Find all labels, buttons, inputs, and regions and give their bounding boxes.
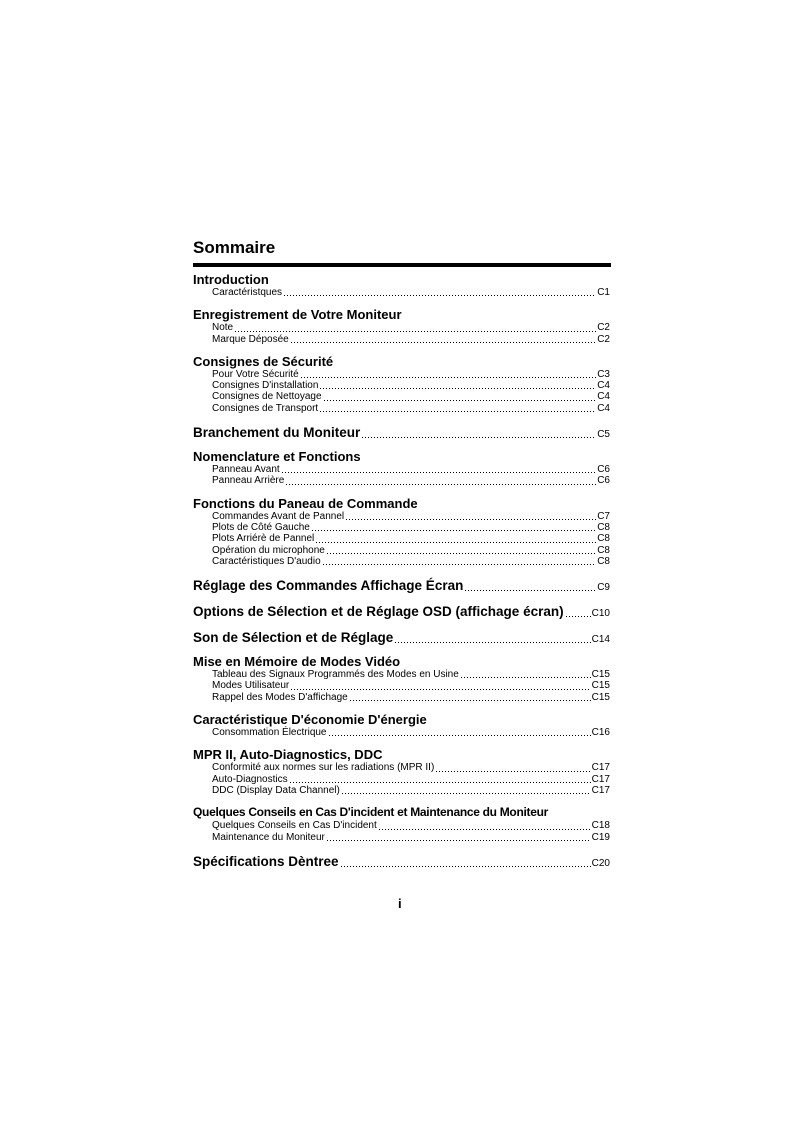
dot-leader (315, 542, 596, 543)
toc-entry[interactable] (193, 820, 610, 831)
section-heading (193, 654, 610, 669)
dot-leader (460, 677, 591, 678)
section-heading-label: Consignes de Sécurité (193, 353, 334, 369)
dot-leader (290, 342, 596, 343)
entry-label: Panneau Avant (212, 464, 280, 476)
page-ref: C17 (591, 773, 610, 785)
toc-entry[interactable] (193, 475, 610, 486)
toc-section (193, 604, 610, 619)
dot-leader (435, 771, 590, 772)
toc-entry[interactable] (193, 322, 610, 333)
toc-entry[interactable] (193, 403, 610, 414)
toc-section (193, 354, 610, 414)
entry-label: Consommation Électrique (212, 727, 327, 739)
page-ref: C17 (591, 784, 610, 796)
section-heading-label: Enregistrement de Votre Moniteur (193, 307, 402, 323)
section-heading (193, 496, 610, 511)
entry-label: Plots de Côté Gauche (212, 521, 310, 533)
entry-label: Rappel des Modes D'affichage (212, 691, 348, 703)
toc-entry[interactable] (193, 692, 610, 703)
page-ref: C5 (597, 429, 610, 441)
page-ref: C3 (597, 368, 610, 380)
section-heading-label: Introduction (193, 272, 269, 287)
section-heading[interactable] (193, 854, 610, 869)
entry-label: Caractéristiques D'audio (212, 555, 321, 567)
page-ref: C19 (591, 831, 610, 843)
section-heading (193, 712, 610, 727)
dot-leader (328, 735, 591, 736)
toc-section (193, 747, 610, 796)
dot-leader (300, 377, 596, 378)
toc-entry[interactable] (193, 464, 610, 475)
page-ref: C2 (597, 333, 610, 345)
page-ref: C20 (591, 857, 610, 869)
toc-entry[interactable] (193, 522, 610, 533)
entry-label: Opération du microphone (212, 544, 325, 556)
toc-entry[interactable] (193, 380, 610, 391)
dot-leader (345, 519, 596, 520)
dot-leader (289, 782, 591, 783)
section-heading-label: Options de Sélection et de Réglage OSD (affichage écran) (193, 604, 564, 620)
page-ref: C14 (591, 634, 610, 646)
toc-entry[interactable] (193, 533, 610, 544)
toc-entry[interactable] (193, 669, 610, 680)
page-ref: C16 (591, 727, 610, 739)
page-ref: C4 (597, 391, 610, 403)
entry-label: Marque Déposée (212, 333, 289, 345)
entry-label: Consignes de Nettoyage (212, 391, 322, 403)
entry-label: Caractéristques (212, 287, 283, 298)
toc-entry[interactable] (193, 680, 610, 691)
dot-leader (311, 530, 596, 531)
page-ref: C6 (597, 475, 610, 487)
toc-section (193, 712, 610, 738)
section-heading-label: Quelques Conseils en Cas D'incident et Maintenance du Moniteur (193, 805, 548, 820)
page-ref: C1 (597, 287, 610, 298)
entry-label: Tableau des Signaux Programmés des Modes en Usine (212, 669, 459, 681)
dot-leader (326, 553, 596, 554)
toc-entry[interactable] (193, 545, 610, 556)
entry-label: Plots Arriérè de Pannel (212, 533, 315, 545)
section-heading (193, 805, 610, 820)
section-heading-label: Son de Sélection et de Réglage (193, 630, 394, 646)
entry-label: Conformité aux normes sur les radiations (MPR II) (212, 762, 435, 774)
section-heading (193, 307, 610, 322)
page-ref: C4 (597, 380, 610, 392)
toc-section (193, 578, 610, 593)
toc-section (193, 449, 610, 487)
page-ref: C15 (591, 669, 610, 681)
section-heading (193, 449, 610, 464)
section-heading-label: Caractéristique D'économie D'énergie (193, 712, 427, 728)
page-ref: C17 (591, 762, 610, 774)
toc-entry[interactable] (193, 774, 610, 785)
dot-leader (326, 840, 591, 841)
toc-entry[interactable] (193, 727, 610, 738)
page-ref: C15 (591, 691, 610, 703)
entry-label: Consignes de Transport (212, 402, 319, 414)
dot-leader (322, 564, 597, 565)
section-heading-label: Fonctions du Paneau de Commande (193, 495, 418, 511)
dot-leader (319, 411, 596, 412)
section-heading-label: Nomenclature et Fonctions (193, 449, 361, 465)
toc-entry[interactable] (193, 511, 610, 522)
toc-entry[interactable] (193, 391, 610, 402)
entry-label: Panneau Arrière (212, 475, 285, 487)
section-heading[interactable] (193, 578, 610, 593)
toc-entry[interactable] (193, 287, 610, 298)
section-heading[interactable] (193, 630, 610, 645)
page-ref: C10 (591, 608, 610, 620)
toc-section (193, 630, 610, 645)
page-ref: C18 (591, 820, 610, 832)
page-ref: C8 (597, 521, 610, 533)
entry-label: Pour Votre Sécurité (212, 368, 299, 380)
dot-leader (394, 642, 590, 643)
section-heading-label: Mise en Mémoire de Modes Vidéo (193, 654, 401, 670)
page-ref: C7 (597, 510, 610, 522)
toc-section (193, 854, 610, 869)
dot-leader (285, 484, 596, 485)
page-ref: C15 (591, 680, 610, 692)
toc-entry[interactable] (193, 556, 610, 567)
toc-entry[interactable] (193, 832, 610, 843)
section-heading-label: Réglage des Commandes Affichage Écran (193, 578, 464, 594)
dot-leader (290, 689, 590, 690)
dot-leader (323, 400, 597, 401)
section-heading-label: Spécifications Dèntree (193, 853, 339, 869)
toc-section (193, 805, 610, 843)
dot-leader (361, 437, 596, 438)
dot-leader (341, 793, 591, 794)
toc-entry[interactable] (193, 369, 610, 380)
page-title: Sommaire (193, 238, 276, 257)
title-rule (193, 263, 611, 267)
toc-entry[interactable] (193, 334, 610, 345)
section-heading (193, 747, 610, 762)
section-heading[interactable] (193, 425, 610, 440)
dot-leader (281, 472, 597, 473)
entry-label: Consignes D'installation (212, 380, 319, 392)
dot-leader (349, 700, 591, 701)
section-heading (193, 354, 610, 369)
entry-label: Maintenance du Moniteur (212, 831, 325, 843)
dot-leader (319, 388, 596, 389)
entry-label: Note (212, 322, 234, 334)
dot-leader (234, 331, 596, 332)
entry-label: Modes Utilisateur (212, 680, 290, 692)
dot-leader (565, 616, 591, 617)
entry-label: Auto-Diagnostics (212, 773, 288, 785)
toc-section (193, 496, 610, 567)
toc-entry[interactable] (193, 762, 610, 773)
page-ref: C8 (597, 555, 610, 567)
toc-section (193, 425, 610, 440)
toc-section (193, 307, 610, 345)
page-ref: C9 (597, 582, 610, 594)
entry-label: DDC (Display Data Channel) (212, 784, 340, 796)
entry-label: Commandes Avant de Pannel (212, 510, 345, 522)
toc-section (193, 272, 610, 298)
page-ref: C6 (597, 464, 610, 476)
dot-leader (378, 829, 591, 830)
section-heading (193, 272, 610, 287)
page-ref: C4 (597, 402, 610, 414)
dot-leader (283, 295, 596, 296)
section-heading-label: MPR II, Auto-Diagnostics, DDC (193, 747, 383, 763)
toc-entry[interactable] (193, 785, 610, 796)
page-number: i (398, 896, 402, 911)
section-heading-label: Branchement du Moniteur (193, 425, 361, 441)
toc-section (193, 654, 610, 703)
section-heading[interactable] (193, 604, 610, 619)
table-of-contents (193, 272, 610, 869)
entry-label: Quelques Conseils en Cas D'incident (212, 820, 377, 832)
page-ref: C8 (597, 544, 610, 556)
page-ref: C2 (597, 322, 610, 334)
page-ref: C8 (597, 533, 610, 545)
dot-leader (340, 866, 591, 867)
dot-leader (464, 590, 596, 591)
